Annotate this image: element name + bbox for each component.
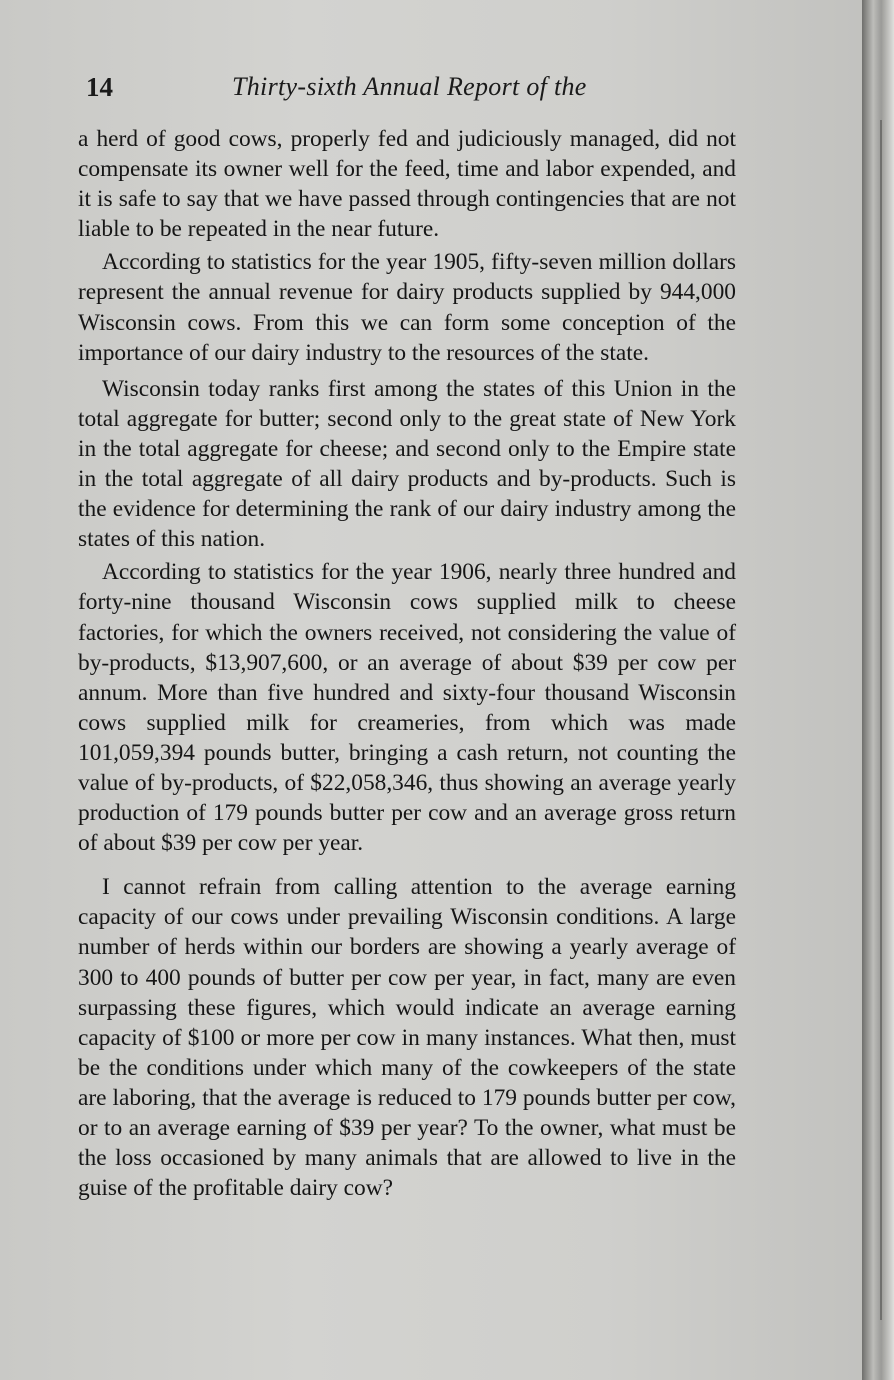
paragraph-wisconsin-rank: Wisconsin today ranks first among the states of this Union in the total aggregate for butter; second only to the great state of New York in the total aggregate for cheese; and second only to the Empire state in the total aggregate of all dairy products and by-products. Such is the evidence for determining the rank of our dairy industry among the states of this nation. <box>78 375 736 553</box>
page-edge <box>862 0 894 1380</box>
paragraph-statistics-1906: According to statistics for the year 1906, nearly three hundred and forty-nine thousand Wisconsin cows supplied milk to cheese factories, for which the owners received, not considering the value of by-products, $13,907,600, or an average of about $39 per cow per annum. More than five hundred and sixty-four thousand Wisconsin cows supplied milk for creameries, from which was made 101,059,394 pounds butter, bringing a cash return, not counting the value of by-products, of $22,058,346, thus showing an average yearly production of 179 pounds butter per cow and an average gross return of about $39 per cow per year. <box>78 559 736 857</box>
body-text <box>78 124 736 1203</box>
running-title: Thirty-sixth Annual Report of the <box>232 72 587 101</box>
paragraph-continuation: a herd of good cows, properly fed and judiciously managed, did not compensate its owner well for the feed, time and labor expended, and it is safe to say that we have passed through contingencies that are not liable to be repeated in the near future. <box>78 126 736 243</box>
page-number: 14 <box>86 72 113 102</box>
paragraph-earning-capacity: I cannot refrain from calling attention to the average earning capacity of our cows under prevailing Wisconsin conditions. A large number of herds within our borders are showing a yearly average of 300 to 400 pounds of butter per cow per year, in fact, many are even surpassing these figures, which would indicate an average earning capacity of $100 or more per cow in many instances. What then, must be the conditions under which many of the cowkeepers of the state are laboring, that the average is reduced to 179 pounds butter per cow, or to an average earning of $39 per year? To the owner, what must be the loss occasioned by many animals that are allowed to live in the guise of the profitable dairy cow? <box>78 874 736 1202</box>
paragraph-dairy-revenue-1905: According to statistics for the year 1905, fifty-seven million dollars represent the annual revenue for dairy products supplied by 944,000 Wisconsin cows. From this we can form some conception of the importance of our dairy industry to the resources of the state. <box>78 249 736 366</box>
page-header <box>86 72 746 106</box>
binding-shadow <box>880 120 882 1320</box>
